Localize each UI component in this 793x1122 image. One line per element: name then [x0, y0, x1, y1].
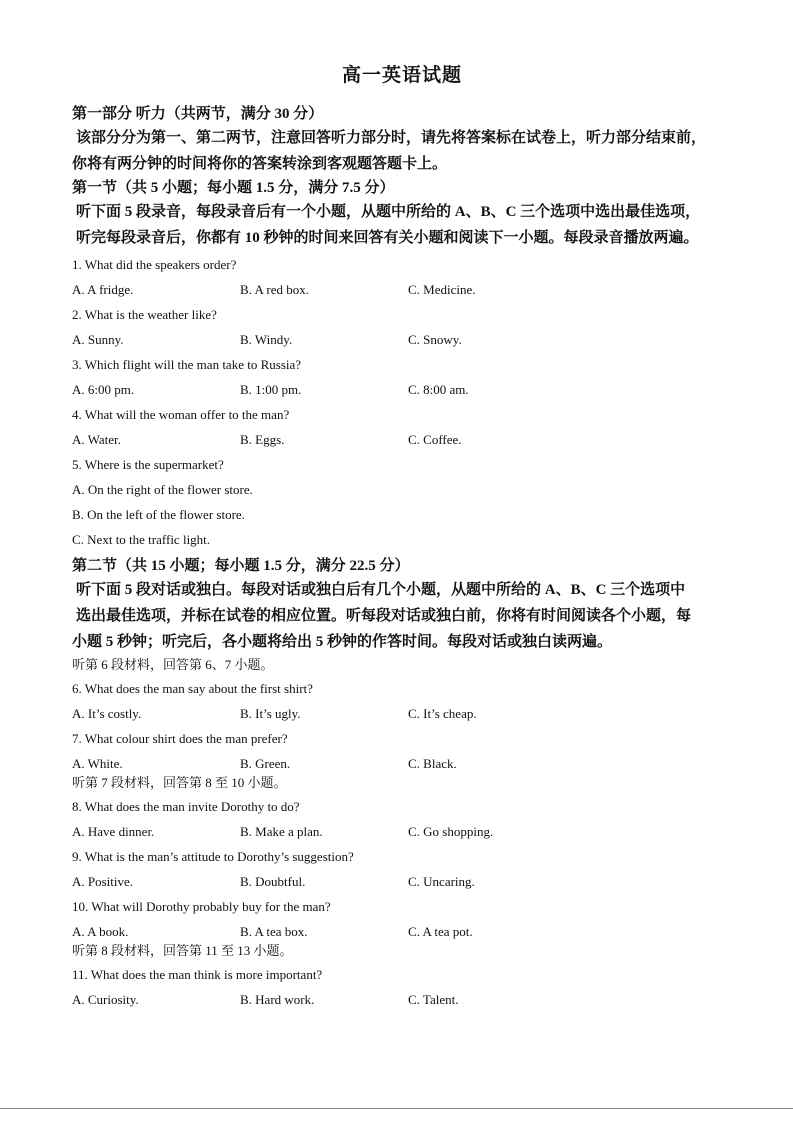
option-b: B. Hard work. — [240, 992, 315, 1007]
option-a: A. A fridge. — [72, 282, 134, 297]
option-b: B. Windy. — [240, 332, 293, 347]
option-c: C. 8:00 am. — [408, 382, 469, 397]
option-a: A. On the right of the flower store. — [72, 482, 253, 497]
question-text: 4. What will the woman offer to the man? — [72, 407, 290, 422]
options-row — [72, 823, 732, 840]
option-a: A. 6:00 pm. — [72, 382, 135, 397]
question-text: 9. What is the man’s attitude to Dorothy’s suggestion? — [72, 849, 354, 864]
question-text: 8. What does the man invite Dorothy to do? — [72, 799, 300, 814]
option-b: B. Eggs. — [240, 432, 285, 447]
options-row — [72, 281, 732, 298]
material-note-6: 听第 6 段材料，回答第 6、7 小题。 — [72, 657, 274, 672]
option-b: B. 1:00 pm. — [240, 382, 302, 397]
question-text: 2. What is the weather like? — [72, 307, 217, 322]
option-c: C. Snowy. — [408, 332, 462, 347]
section2-intro-line2: 选出最佳选项，并标在试卷的相应位置。听每段对话或独白前，你将有时间阅读各个小题，每 — [76, 608, 692, 624]
option-b: B. A red box. — [240, 282, 309, 297]
option-a: A. Curiosity. — [72, 992, 139, 1007]
question-text: 5. Where is the supermarket? — [72, 457, 224, 472]
section1-intro-line2: 听完每段录音后，你都有 10 秒钟的时间来回答有关小题和阅读下一小题。每段录音播放两遍。 — [76, 230, 699, 246]
question-8 — [72, 798, 732, 840]
question-text: 7. What colour shirt does the man prefer? — [72, 731, 288, 746]
question-3 — [72, 356, 732, 398]
option-a: A. Water. — [72, 432, 121, 447]
option-a: A. Sunny. — [72, 332, 124, 347]
exam-title: 高一英语试题 — [341, 65, 462, 86]
option-c: C. Go shopping. — [408, 824, 494, 839]
option-a: A. Positive. — [72, 874, 134, 889]
question-2 — [72, 306, 732, 348]
option-a: A. White. — [72, 756, 123, 771]
option-c: C. It’s cheap. — [408, 706, 477, 721]
question-9 — [72, 848, 732, 890]
options-row — [72, 431, 732, 448]
exam-page — [72, 64, 732, 1016]
option-c: C. Black. — [408, 756, 457, 771]
options-row — [72, 331, 732, 348]
question-10 — [72, 898, 732, 940]
material-note-8: 听第 8 段材料，回答第 11 至 13 小题。 — [72, 943, 293, 958]
options-row — [72, 755, 732, 772]
part1-intro-line2: 你将有两分钟的时间将你的答案转涂到客观题答题卡上。 — [72, 156, 448, 172]
question-text: 3. Which flight will the man take to Russia? — [72, 357, 302, 372]
options-row — [72, 873, 732, 890]
question-7 — [72, 730, 732, 772]
option-a: A. Have dinner. — [72, 824, 155, 839]
question-text: 11. What does the man think is more important? — [72, 967, 323, 982]
section1-questions — [72, 256, 732, 548]
option-c: C. Medicine. — [408, 282, 476, 297]
question-text: 10. What will Dorothy probably buy for the man? — [72, 899, 331, 914]
option-c: C. Next to the traffic light. — [72, 532, 211, 547]
option-b: B. Green. — [240, 756, 291, 771]
option-b: B. A tea box. — [240, 924, 308, 939]
question-11 — [72, 966, 732, 1008]
part1-intro-line1: 该部分分为第一、第二两节，注意回答听力部分时，请先将答案标在试卷上，听力部分结束前， — [76, 130, 707, 146]
option-c: C. A tea pot. — [408, 924, 473, 939]
question-text: 1. What did the speakers order? — [72, 257, 237, 272]
options-row — [72, 923, 732, 940]
option-c: C. Uncaring. — [408, 874, 475, 889]
section2-intro-line1: 听下面 5 段对话或独白。每段对话或独白后有几个小题，从题中所给的 A、B、C 三个选项中 — [76, 582, 686, 598]
option-c: C. Coffee. — [408, 432, 462, 447]
section1-heading: 第一节（共 5 小题；每小题 1.5 分，满分 7.5 分） — [72, 180, 395, 196]
question-6 — [72, 680, 732, 722]
options-row — [72, 705, 732, 722]
page-bottom-divider — [0, 1108, 793, 1109]
question-1 — [72, 256, 732, 298]
option-a: A. A book. — [72, 924, 129, 939]
question-4 — [72, 406, 732, 448]
options-row — [72, 381, 732, 398]
option-b: B. It’s ugly. — [240, 706, 301, 721]
question-5 — [72, 456, 732, 548]
option-b: B. On the left of the flower store. — [72, 507, 245, 522]
part1-heading: 第一部分 听力（共两节，满分 30 分） — [72, 106, 324, 122]
question-text: 6. What does the man say about the first shirt? — [72, 681, 313, 696]
option-b: B. Make a plan. — [240, 824, 323, 839]
section1-intro-line1: 听下面 5 段录音，每段录音后有一个小题，从题中所给的 A、B、C 三个选项中选出最佳选项， — [76, 204, 701, 220]
material-note-7: 听第 7 段材料，回答第 8 至 10 小题。 — [72, 775, 287, 790]
option-b: B. Doubtful. — [240, 874, 306, 889]
section2-intro-line3: 小题 5 秒钟；听完后，各小题将给出 5 秒钟的作答时间。每段对话或独白读两遍。 — [72, 634, 613, 650]
options-row — [72, 991, 732, 1008]
option-c: C. Talent. — [408, 992, 459, 1007]
option-a: A. It’s costly. — [72, 706, 142, 721]
section2-heading: 第二节（共 15 小题；每小题 1.5 分，满分 22.5 分） — [72, 558, 410, 574]
